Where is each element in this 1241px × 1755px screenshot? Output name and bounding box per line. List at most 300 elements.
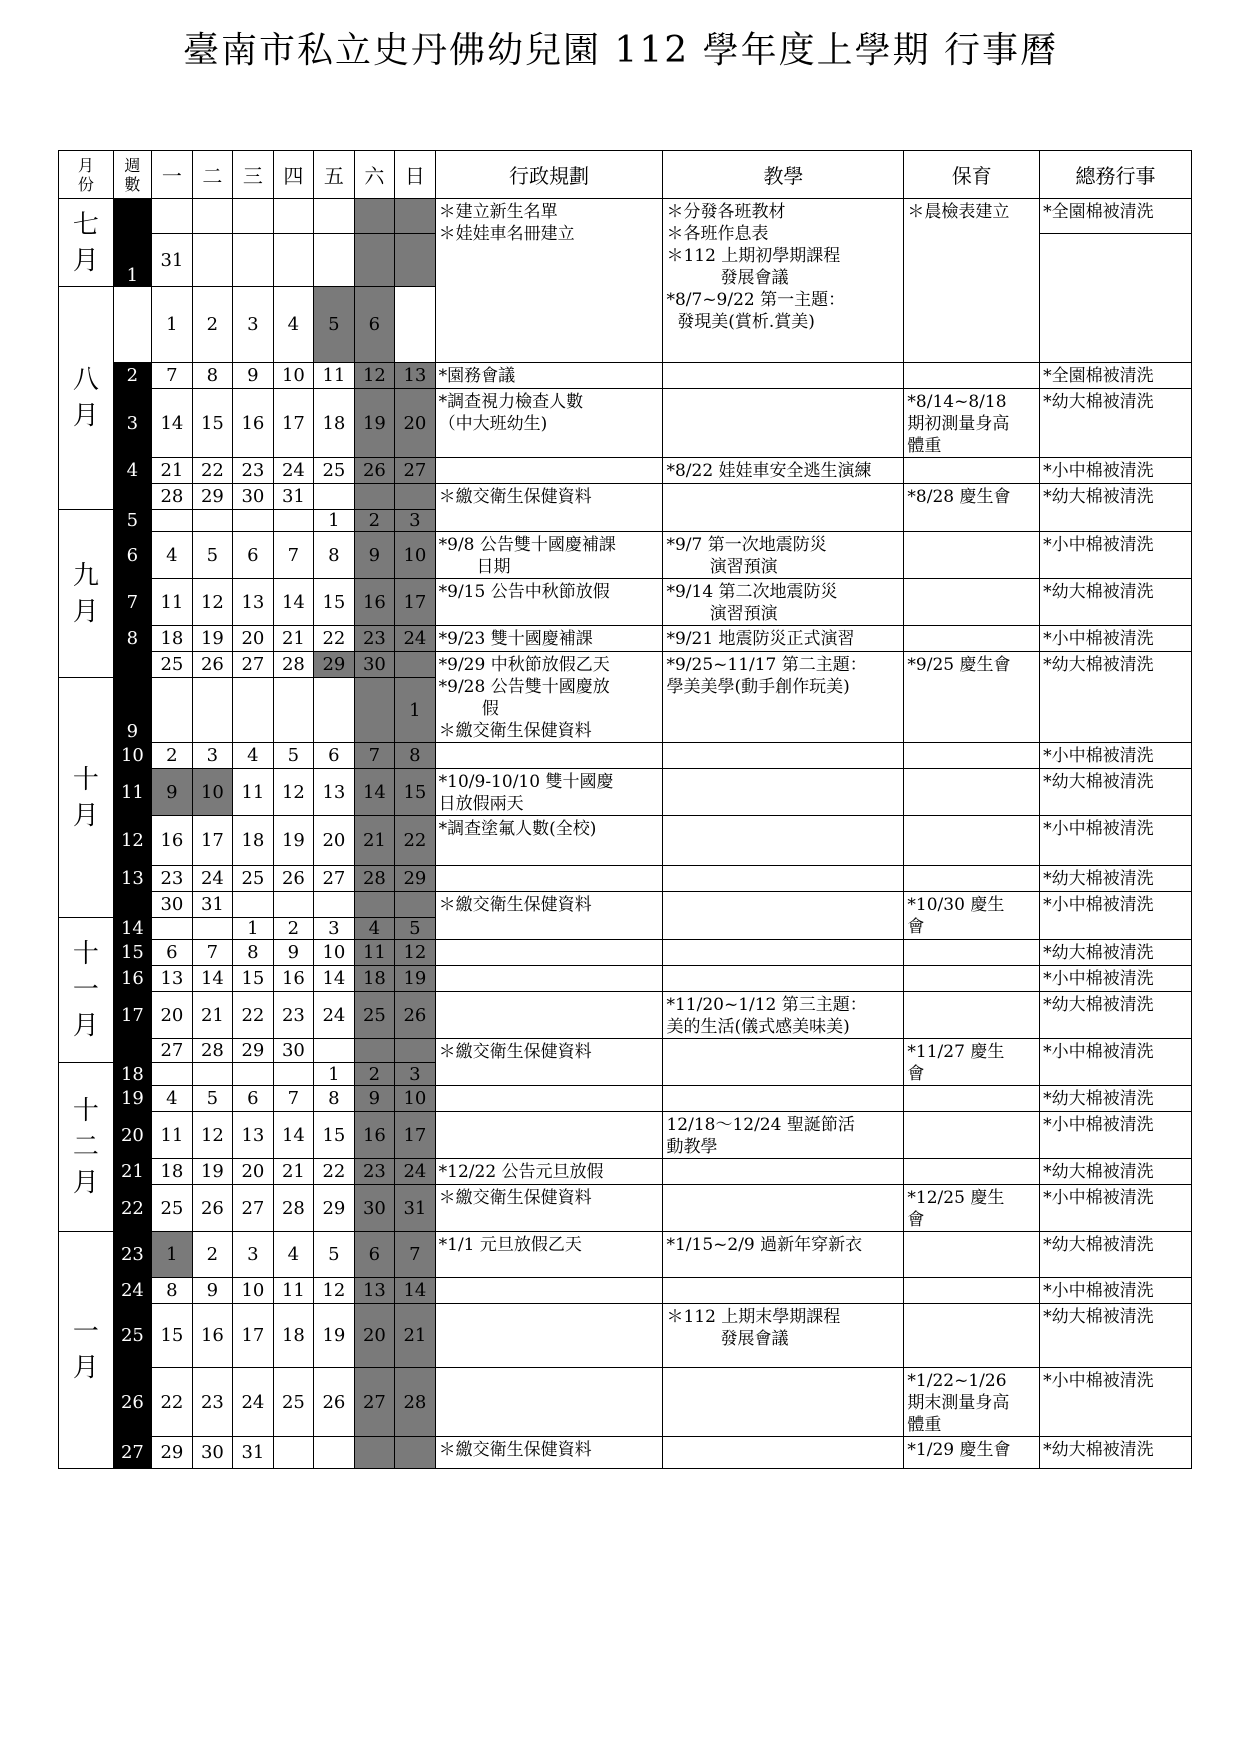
day-cell-thu: 25 [273,1368,314,1437]
day-cell-wed: 31 [233,1437,274,1469]
day-cell-sun: 24 [395,1159,436,1185]
day-cell-sun: 20 [395,389,436,458]
day-cell-sun [395,892,436,918]
day-cell-thu [273,1063,314,1086]
day-cell-tue: 19 [192,1159,233,1185]
general-note: *全園棉被清洗 [1040,363,1192,389]
day-cell-sun [395,484,436,510]
week-number: 9 [113,652,151,743]
day-cell-sat: 9 [354,1086,395,1112]
month-oct: 十 月 [59,678,114,918]
general-note: *小中棉被清洗 [1040,743,1192,769]
day-cell-sat: 14 [354,769,395,816]
general-note: *全園棉被清洗 [1040,199,1192,234]
week-number: 7 [113,579,151,626]
day-cell-mon: 4 [152,532,193,579]
care-note [904,1304,1040,1368]
month-nov: 十 一 月 [59,918,114,1063]
day-cell-sun [395,234,436,287]
day-cell-mon [152,918,193,940]
table-row [59,1185,1192,1232]
header-general: 總務行事 [1040,151,1192,199]
day-cell-tue: 16 [192,1304,233,1368]
day-cell-fri: 11 [314,363,355,389]
day-cell-sat: 25 [354,992,395,1039]
general-note: *小中棉被清洗 [1040,1185,1192,1232]
general-note: *小中棉被清洗 [1040,458,1192,484]
day-cell-mon [152,510,193,532]
table-row [59,1304,1192,1368]
day-cell-thu [273,510,314,532]
day-cell-sat [354,199,395,234]
day-cell-wed: 27 [233,652,274,678]
admin-note [435,1278,663,1304]
general-note: *幼大棉被清洗 [1040,992,1192,1039]
teaching-note [663,892,904,940]
header-sat: 六 [354,151,395,199]
day-cell-thu: 17 [273,389,314,458]
care-note [904,1232,1040,1278]
day-cell-tue [192,510,233,532]
day-cell-thu [273,234,314,287]
table-row [59,363,1192,389]
care-note: *8/14~8/18 期初測量身高 體重 [904,389,1040,458]
day-cell-fri: 15 [314,579,355,626]
admin-note [435,966,663,992]
day-cell-fri [314,484,355,510]
day-cell-tue: 23 [192,1368,233,1437]
general-note: *幼大棉被清洗 [1040,1437,1192,1469]
teaching-note [663,769,904,816]
teaching-note: ＊112 上期末學期課程 發展會議 [663,1304,904,1368]
day-cell-thu: 26 [273,866,314,892]
day-cell-sun: 29 [395,866,436,892]
day-cell-thu: 21 [273,1159,314,1185]
day-cell-sat [354,1437,395,1469]
day-cell-mon: 8 [152,1278,193,1304]
day-cell-wed: 30 [233,484,274,510]
table-row [59,484,1192,510]
admin-note [435,458,663,484]
day-cell-mon: 6 [152,940,193,966]
day-cell-mon: 30 [152,892,193,918]
care-note [904,1278,1040,1304]
care-note [904,769,1040,816]
day-cell-thu: 19 [273,816,314,866]
day-cell-sun: 17 [395,579,436,626]
day-cell-fri [314,1039,355,1063]
admin-note [435,1368,663,1437]
teaching-note [663,966,904,992]
week-number: 20 [113,1112,151,1159]
day-cell-thu: 2 [273,918,314,940]
day-cell-mon: 4 [152,1086,193,1112]
day-cell-sat: 23 [354,1159,395,1185]
teaching-note [663,866,904,892]
day-cell-mon: 13 [152,966,193,992]
day-cell-sat: 19 [354,389,395,458]
week-number: 1 [113,199,151,287]
day-cell-wed: 18 [233,816,274,866]
admin-note: *9/15 公告中秋節放假 [435,579,663,626]
day-cell-tue: 1 [152,287,193,363]
week-number: 17 [113,992,151,1039]
care-note [904,1159,1040,1185]
day-cell-sat: 4 [354,918,395,940]
day-cell-fri: 4 [273,287,314,363]
day-cell-mon [113,287,151,363]
week-number: 24 [113,1278,151,1304]
header-wed: 三 [233,151,274,199]
day-cell-tue [192,234,233,287]
week-number: 19 [113,1086,151,1112]
day-cell-fri: 22 [314,626,355,652]
day-cell-wed: 8 [233,940,274,966]
admin-note: *調查塗氟人數(全校) [435,816,663,866]
admin-note: *9/8 公告雙十國慶補課 日期 [435,532,663,579]
table-row [59,743,1192,769]
day-cell-sun: 10 [395,1086,436,1112]
care-note [904,1086,1040,1112]
general-note: *幼大棉被清洗 [1040,579,1192,626]
admin-note: ＊繳交衛生保健資料 [435,484,663,532]
day-cell-thu: 23 [273,992,314,1039]
day-cell-tue: 5 [192,532,233,579]
day-cell-thu: 11 [273,1278,314,1304]
day-cell-sun: 24 [395,626,436,652]
teaching-note: *11/20~1/12 第三主題： 美的生活(儀式感美味美) [663,992,904,1039]
day-cell-thu [273,892,314,918]
day-cell-sun [395,1437,436,1469]
table-row [59,1437,1192,1469]
day-cell-fri [314,1437,355,1469]
care-note [904,940,1040,966]
care-note [904,458,1040,484]
table-row [59,532,1192,579]
teaching-note: *9/25~11/17 第二主題： 學美美學(動手創作玩美) [663,652,904,743]
day-cell-sun: 12 [395,940,436,966]
day-cell-sat: 30 [354,1185,395,1232]
day-cell-sun: 21 [395,1304,436,1368]
month-sep: 九 月 [59,510,114,678]
month-aug: 八 月 [59,287,114,510]
day-cell-mon: 27 [152,1039,193,1063]
day-cell-wed [233,678,274,743]
day-cell-tue: 31 [192,892,233,918]
table-row [59,199,1192,234]
general-note: *幼大棉被清洗 [1040,1304,1192,1368]
day-cell-fri [314,678,355,743]
day-cell-sun: 3 [395,510,436,532]
week-number: 10 [113,743,151,769]
table-row [59,816,1192,866]
week-number: 26 [113,1368,151,1437]
day-cell-sun: 17 [395,1112,436,1159]
header-week: 週 數 [113,151,151,199]
week-number: 25 [113,1304,151,1368]
day-cell-tue: 12 [192,1112,233,1159]
day-cell-thu [273,199,314,234]
admin-note [435,992,663,1039]
day-cell-sun: 10 [395,532,436,579]
day-cell-tue: 14 [192,966,233,992]
general-note: *小中棉被清洗 [1040,1039,1192,1086]
day-cell-tue: 26 [192,652,233,678]
day-cell-thu: 9 [273,940,314,966]
day-cell-tue: 7 [192,940,233,966]
admin-note: *園務會議 [435,363,663,389]
day-cell-thu: 16 [273,966,314,992]
day-cell-mon: 29 [152,1437,193,1469]
header-teach: 教學 [663,151,904,199]
general-note: *幼大棉被清洗 [1040,1159,1192,1185]
day-cell-mon [152,199,193,234]
day-cell-mon: 2 [152,743,193,769]
day-cell-sat: 27 [354,1368,395,1437]
week-number: 18 [113,1039,151,1086]
general-note: *幼大棉被清洗 [1040,940,1192,966]
day-cell-fri: 13 [314,769,355,816]
general-note: *小中棉被清洗 [1040,626,1192,652]
admin-note [435,743,663,769]
month-jul: 七 月 [59,199,114,287]
header-month: 月 份 [59,151,114,199]
teaching-note: ＊分發各班教材 ＊各班作息表 ＊112 上期初學期課程 發展會議 *8/7~9/22 第一主題： 發現美(賞析.賞美) [663,199,904,363]
care-note [904,363,1040,389]
teaching-note [663,1086,904,1112]
header-care: 保育 [904,151,1040,199]
day-cell-fri: 29 [314,1185,355,1232]
teaching-note [663,484,904,532]
header-fri: 五 [314,151,355,199]
header-row [59,151,1192,199]
day-cell-mon: 9 [152,769,193,816]
day-cell-sat: 16 [354,579,395,626]
day-cell-fri [314,199,355,234]
admin-note: *12/22 公告元旦放假 [435,1159,663,1185]
day-cell-sat: 12 [354,363,395,389]
care-note: *12/25 慶生 會 [904,1185,1040,1232]
day-cell-wed: 17 [233,1304,274,1368]
admin-note: *1/1 元旦放假乙天 [435,1232,663,1278]
table-row [59,940,1192,966]
day-cell-wed [233,234,274,287]
day-cell-sun: 8 [395,743,436,769]
general-note: *幼大棉被清洗 [1040,1086,1192,1112]
day-cell-tue: 3 [192,743,233,769]
day-cell-tue: 22 [192,458,233,484]
general-note: *小中棉被清洗 [1040,892,1192,940]
day-cell-fri: 8 [314,1086,355,1112]
general-note: *幼大棉被清洗 [1040,866,1192,892]
day-cell-mon: 25 [152,1185,193,1232]
teaching-note [663,1185,904,1232]
day-cell-thu: 10 [273,363,314,389]
care-note: *11/27 慶生 會 [904,1039,1040,1086]
day-cell-sat: 20 [354,1304,395,1368]
admin-note: *調查視力檢查人數 （中大班幼生) [435,389,663,458]
day-cell-wed: 11 [233,769,274,816]
day-cell-thu: 28 [273,652,314,678]
day-cell-sun: 14 [395,1278,436,1304]
day-cell-sun [395,652,436,678]
general-note: *小中棉被清洗 [1040,1278,1192,1304]
day-cell-sat: 28 [354,866,395,892]
table-row [59,1159,1192,1185]
teaching-note [663,816,904,866]
day-cell-sat: 2 [354,1063,395,1086]
day-cell-sun: 27 [395,458,436,484]
table-row [59,1278,1192,1304]
day-cell-fri: 15 [314,1112,355,1159]
table-row [59,1086,1192,1112]
day-cell-sun: 15 [395,769,436,816]
header-sun: 日 [395,151,436,199]
week-number: 15 [113,940,151,966]
day-cell-fri: 14 [314,966,355,992]
day-cell-mon: 18 [152,626,193,652]
day-cell-tue: 21 [192,992,233,1039]
day-cell-thu [273,678,314,743]
table-row [59,389,1192,458]
day-cell-tue: 26 [192,1185,233,1232]
day-cell-sun [395,1039,436,1063]
day-cell-mon: 25 [152,652,193,678]
day-cell-tue: 5 [192,1086,233,1112]
week-number: 8 [113,626,151,652]
day-cell-thu: 5 [273,743,314,769]
day-cell-sun [395,199,436,234]
day-cell-tue: 24 [192,866,233,892]
week-number: 21 [113,1159,151,1185]
admin-note [435,866,663,892]
day-cell-sat: 21 [354,816,395,866]
day-cell-tue: 9 [192,1278,233,1304]
care-note: *9/25 慶生會 [904,652,1040,743]
day-cell-tue: 10 [192,769,233,816]
general-note: *幼大棉被清洗 [1040,484,1192,532]
day-cell-sat: 30 [354,652,395,678]
day-cell-wed: 22 [233,992,274,1039]
day-cell-tue: 2 [192,1232,233,1278]
day-cell-sun: 13 [395,363,436,389]
day-cell-wed: 20 [233,626,274,652]
teaching-note [663,363,904,389]
table-row [59,652,1192,678]
general-note: *幼大棉被清洗 [1040,1232,1192,1278]
day-cell-fri [314,234,355,287]
week-number: 6 [113,532,151,579]
admin-note [435,1304,663,1368]
day-cell-mon: 28 [152,484,193,510]
day-cell-tue: 28 [192,1039,233,1063]
day-cell-tue [192,199,233,234]
day-cell-thu: 24 [273,458,314,484]
week-number: 16 [113,966,151,992]
week-number: 13 [113,866,151,892]
day-cell-mon: 7 [152,363,193,389]
day-cell-wed: 10 [233,1278,274,1304]
day-cell-tue: 19 [192,626,233,652]
day-cell-thu: 14 [273,579,314,626]
teaching-note [663,743,904,769]
day-cell-sat: 26 [354,458,395,484]
day-cell-wed: 1 [233,918,274,940]
teaching-note: 12/18～12/24 聖誕節活 動教學 [663,1112,904,1159]
care-note [904,866,1040,892]
day-cell-wed [233,892,274,918]
month-jan: 一 月 [59,1232,114,1469]
day-cell-mon [152,1063,193,1086]
day-cell-fri: 1 [314,510,355,532]
day-cell-tue: 30 [192,1437,233,1469]
day-cell-fri: 8 [314,532,355,579]
week-number: 11 [113,769,151,816]
day-cell-mon: 16 [152,816,193,866]
day-cell-fri [314,892,355,918]
day-cell-thu: 14 [273,1112,314,1159]
day-cell-sun: 28 [395,1368,436,1437]
day-cell-sat: 23 [354,626,395,652]
week-number: 12 [113,816,151,866]
care-note [904,532,1040,579]
week-number: 14 [113,892,151,940]
teaching-note [663,1368,904,1437]
day-cell-tue: 15 [192,389,233,458]
day-cell-mon: 14 [152,389,193,458]
day-cell-mon: 21 [152,458,193,484]
day-cell-sat: 2 [354,510,395,532]
day-cell-sat [354,678,395,743]
general-note [1040,234,1192,363]
day-cell-tue: 29 [192,484,233,510]
day-cell-wed: 20 [233,1159,274,1185]
day-cell-wed: 2 [192,287,233,363]
care-note: *1/29 慶生會 [904,1437,1040,1469]
general-note: *小中棉被清洗 [1040,532,1192,579]
care-note [904,743,1040,769]
day-cell-sat [354,234,395,287]
day-cell-sat [354,1039,395,1063]
day-cell-sun: 7 [395,1232,436,1278]
day-cell-fri: 5 [314,1232,355,1278]
day-cell-fri: 29 [314,652,355,678]
day-cell-mon: 11 [152,579,193,626]
day-cell-thu: 30 [273,1039,314,1063]
day-cell-thu: 21 [273,626,314,652]
day-cell-wed [233,1063,274,1086]
day-cell-wed: 4 [233,743,274,769]
day-cell-fri: 3 [314,918,355,940]
table-row [59,892,1192,918]
table-row [59,1039,1192,1063]
day-cell-sat [354,892,395,918]
day-cell-wed: 6 [233,532,274,579]
day-cell-mon: 23 [152,866,193,892]
day-cell-fri: 27 [314,866,355,892]
day-cell-fri: 6 [314,743,355,769]
teaching-note [663,389,904,458]
table-row [59,1112,1192,1159]
admin-note [435,1112,663,1159]
table-row [59,579,1192,626]
teaching-note [663,1159,904,1185]
care-note: ＊晨檢表建立 [904,199,1040,363]
day-cell-mon: 1 [152,1232,193,1278]
day-cell-thu: 28 [273,1185,314,1232]
care-note [904,966,1040,992]
day-cell-wed: 27 [233,1185,274,1232]
